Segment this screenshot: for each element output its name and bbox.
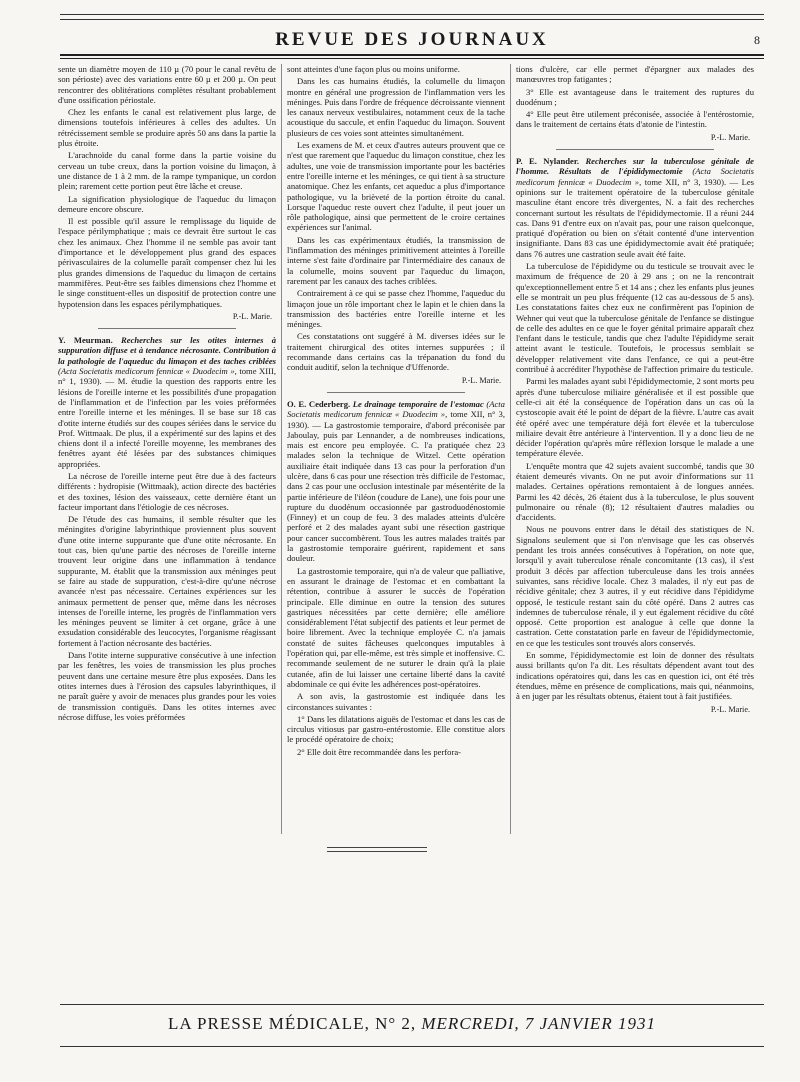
paragraph: 3° Elle est avantageuse dans le traitement des ruptures du duodénum ; [516, 86, 754, 107]
paragraph: Il est possible qu'il assure le remplissage du liquide de l'espace périlymphatique ; mais ce devrait être surtout le cas chez les animaux. Chez l'homme il ne semble pas avoir tant d'importance et le développement plus grand des espaces périvasculaires de la columelle paraît compenser chez lui les plus grandes dimensions de l'aqueduc du limaçon de certains mammifères. Peut-être ses faibles dimensions chez l'homme et le singe constituent-elles un dispositif de protection contre une hypotension dans les espaces périlymphatiques. [58, 216, 276, 309]
article-heading-cederberg [287, 399, 505, 564]
column-2 [287, 64, 505, 834]
article-title: Recherches sur les otites internes à suppuration diffuse et à tendance nécrosante. Contribution à la pathologie de l'aqueduc du limaçon et des taches criblées [58, 335, 276, 366]
header-top-rule [60, 14, 764, 15]
paragraph: La nécrose de l'oreille interne peut être due à des facteurs différents : hydropisie (Wittmaak), action directe des bactéries et des toxines, lésion des vaisseaux, cette dernière étant un facteur important dans l'étiologie de ces nécroses. [58, 470, 276, 512]
paragraph: Dans les cas expérimentaux étudiés, la transmission de l'inflammation des méninges primitivement atteintes à l'oreille interne s'est faite d'ordinaire par l'intermédiaire des canaux de la columelle, moins souvent par l'aqueduc du limaçon, rarement par les canaux des taches criblées. [287, 234, 505, 286]
paragraph: Dans les cas humains étudiés, la columelle du limaçon montre en général une progression de l'inflammation vers les méninges. Puis dans l'ordre de fréquence décroissante viennent les canaux nerveux vestibulaires, notamment ceux de la tache acoustique du saccule, et enfin l'aqueduc du limaçon. Souvent plusieurs de ces voies sont atteintes simultanément. [287, 76, 505, 138]
paragraph: Chez les enfants le canal est relativement plus large, de dimensions toutefois inférieures à celles des adultes. Un rétrécissement semble se produire après 50 ans dans la partie la plus étroite. [58, 107, 276, 149]
article-reference: , tome XII, n° 3, 1930). — La gastrostomie temporaire, d'abord préconisée par Jaboulay, puis par Lennander, a de nombreuses indications, mais est encore peu employée. C. l'a pratiquée chez 23 malades selon la technique de Witzel. Cette opération auxiliaire était indiquée dans 13 cas pour la perforation d'un ulcère, dans 6 cas pour une résection très difficile de l'estomac, dans 2 cas pour une occlusion intestinale par mésentérite de la partie inférieure de l'iléon (coudure de Lane), une fois pour une rupture du duodénum occasionnée par gastroduodénostomie (Finney) et un coup de feu. 3 des malades atteints d'ulcère perforé et 2 des malades ayant subi une résection gastrique pour cancer succombèrent. Tous les autres malades traités par la gastrostomie temporaire guérirent, rapidement et sans douleur. [287, 409, 505, 564]
paragraph: La tuberculose de l'épididyme ou du testicule se trouvait avec le maximum de fréquence de 20 à 29 ans ; on ne la rencontrait qu'exceptionnellement entre 5 et 14 ans ; chez les enfants plus jeunes elle se montrait un peu plus fréquente (12 cas au-dessous de 5 ans). Les constatations faites chez eux ne confirmèrent pas l'opinion de Wehner qui veut que la tuberculose génitale de l'enfance se distingue de celle des adultes en ce que le foyer génital primaire apparaît chez l'enfant dans le testicule, tandis que chez l'adulte l'épididyme serait atteint avant le testicule. Toutefois, le processus semblait se développer relativement vite dans l'enfance, ce qui a peut-être contribué à accréditer l'hypothèse de l'affection primaire du testicule. [516, 261, 754, 375]
paragraph: Les examens de M. et ceux d'autres auteurs prouvent que ce n'est que rarement que l'aqueduc du limaçon constitue, chez les adultes, une voie de transmission importante pour les bactéries entre l'oreille interne et les méninges, ce qui tient à sa structure anatomique. Chez les enfants, cet aqueduc a plus d'importance pathologique, vu la brièveté de la portion étroite du canal. Lorsque l'aqueduc reste ouvert chez l'adulte, il peut jouer un rôle pathologique, ainsi que permettent de le croire certaines expériences sur l'animal. [287, 140, 505, 233]
paragraph: Nous ne pouvons entrer dans le détail des statistiques de N. Signalons seulement que si l'on n'envisage que les cas observés pendant les trois années consécutives à l'opération, on note que, lorsqu'il y avait tuberculose rénale concomitante (13 cas), il s'est produit 3 décès par affection tuberculeuse dans les trois années suivantes, sans récidive locale. Chez 3 malades, il n'y eut pas de récidive génitale; chez 3 autres, il y eut récidive dans l'épididyme opposé, le testicule restant sain du côté opéré. Dans 2 autres cas indemnes de tuberculose rénale, il y eut également récidive du côté opposé. Cette proportion est analogue à celle que donne la castration. Cette constatation parle en faveur de l'épididymectomie, en ce que les testicules sont trouvés alors conservés. [516, 524, 754, 648]
paragraph: 4° Elle peut être utilement préconisée, associée à l'entérostomie, dans le traitement de certains états d'atonie de l'intestin. [516, 109, 754, 130]
article-heading-nylander [516, 156, 754, 259]
paragraph: 2° Elle doit être recommandée dans les perfora- [297, 746, 462, 757]
article-separator [556, 149, 714, 150]
article-title: Recherches sur la tuberculose génitale de l'homme. Résultats de l'épididymectomie [516, 156, 754, 177]
footer-publication: LA PRESSE MÉDICALE, N° 2, [168, 1014, 417, 1033]
column-1 [58, 64, 276, 834]
closing-rule [327, 847, 427, 848]
header-bottom-rule-2 [60, 58, 764, 59]
paragraph: Dans l'otite interne suppurative consécutive à une infection par les fenêtres, les voies de transmission les plus proches peuvent dans une certaine mesure être plus exposées. Dans les otites internes dues à l'érosion des capsules labyrinthiques, il ne paraît guère y avoir de menaces plus grandes pour les voies de transmission contiguës. Dans les otites internes avec nécrose diffuse, les voies préformées [58, 650, 276, 722]
footer-top-rule [60, 1004, 764, 1005]
paragraph: En somme, l'épididymectomie est loin de donner des résultats aussi brillants qu'on l'a dit. Les résultats dépendent avant tout des indications opératoires qui, dans les cas en question ici, ont été très étendues, même en présence de complications, mais qui, néanmoins, à en juger par les résultats obtenus, étaient tout à fait justifiées. [516, 650, 754, 702]
signature: P.-L. Marie. [461, 375, 501, 385]
article-author: P. E. Nylander. [516, 156, 580, 167]
closing-rule-2 [327, 851, 427, 852]
paragraph: sente un diamètre moyen de 110 µ (70 pour le canal revêtu de son périoste) avec des variations entre 60 µ et 200 µ. On peut rencontrer des oblitérations complètes résultant probablement d'une ossification périostale. [58, 64, 276, 105]
article-heading-meurman [58, 335, 276, 469]
header-bottom-rule [60, 54, 764, 56]
signature: P.-L. Marie. [710, 132, 750, 142]
signature: P.-L. Marie. [232, 311, 272, 321]
article-source: (Acta Societatis medicorum fennicæ « Duodecim » [58, 366, 235, 377]
article-separator [327, 392, 465, 393]
paragraph: La signification physiologique de l'aqueduc du limaçon demeure encore obscure. [58, 193, 276, 214]
article-reference: , tome XII, n° 3, 1930). — Les opinions sur le traitement opératoire de la tuberculose génitale masculine étant encore très divergentes, N. a fait des recherches concernant surtout les résultats de l'épididymectomie. Il a réuni 244 cas. Dans 91 d'entre eux on n'avait pas, pour une raison quelconque, pratiqué d'opération ou bien on s'était contenté d'une intervention insignifiante. Dans 83 cas une épididymectomie avait été pratiquée; dans 76 autres une castration seule avait été faite. [516, 176, 754, 259]
paragraph: sont atteintes d'une façon plus ou moins uniforme. [287, 64, 460, 74]
column-divider-2 [510, 64, 511, 834]
paragraph: Contrairement à ce qui se passe chez l'homme, l'aqueduc du limaçon joue un rôle important chez le lapin et le chien dans la transmission des bactéries entre l'oreille interne et les méninges. [287, 288, 505, 330]
paragraph: Parmi les malades ayant subi l'épididymectomie, 2 sont morts peu après d'une tuberculose miliaire généralisée et il est possible que celle-ci ait été la conséquence de l'opération dans un cas où la cystoscopie avait été le point de départ de la fièvre. L'autre cas avait été opéré avec une température déjà fort élevée et la tuberculose miliaire devait être antérieure à l'intervention. Il y a donc lieu de ne décider l'opération qu'après mûre réflexion lorsque le malade a une température élevée. [516, 376, 754, 459]
article-reference: , tome XIII, n° 1, 1930). — M. étudie la question des rapports entre les lésions de l'oreille interne et les possibilités d'une propagation de l'inflammation et de l'infection par les voies préformées entre l'oreille interne et les méninges. Il se base sur 18 cas d'otite interne étudiés sur des coupes sériées dans le service du Prof. Wittmaak. De plus, il a expérimenté sur des lapins et des chiens dont il a infecté l'oreille moyenne, les membranes des fenêtres ayant été lésées par des substances chimiques appropriées. [58, 366, 276, 469]
paragraph: 1° Dans les dilatations aiguës de l'estomac et dans les cas de circulus vitiosus par gastro-entérostomie. Elle constitue alors le procédé opératoire de choix; [287, 713, 505, 745]
paragraph: De l'étude des cas humains, il semble résulter que les méningites d'origine labyrinthique proviennent plus souvent d'une otite interne suppurante que d'une otite nécrosante. En tout cas, bien qu'une partie des nécroses de l'oreille interne trouvent leur origine dans une inflammation à tendance suppurante, M. établit que la transmission aux méninges peut se faire au stade de suppuration, c'est-à-dire qu'une nécrose avancée n'est pas nécessaire. Certaines expériences sur les animaux permettent de penser que, même dans les nécroses intenses de l'oreille interne, les progrès de l'inflammation vers les méninges peuvent se limiter à cet organe, grâce à une exsudation considérable des leucocytes, l'organisme réagissant fortement à l'action nécrosante des bactéries. [58, 514, 276, 648]
article-author: O. E. Cederberg. [287, 398, 351, 409]
header-top-rule-2 [60, 19, 764, 20]
article-source: (Acta Societatis medicorum fennicæ « Duodecim » [287, 398, 505, 420]
paragraph: Ces constatations ont suggéré à M. diverses idées sur le traitement chirurgical des otites internes suppurées ; il recommande dans certains cas la trépanation du fond du conduit auditif, selon la technique d'Uffenorde. [287, 331, 505, 373]
paragraph: L'enquête montra que 42 sujets avaient succombé, tandis que 30 étaient demeurés vivants. On ne put avoir d'informations sur 11 malades. Certaines opérations remontaient à de longues années. Parmi les 42 décès, 26 étaient dus à la tuberculose, le plus souvent pulmonaire ou rénale (8); 12 résultaient d'autres maladies ou d'accidents. [516, 460, 754, 523]
footer-bottom-rule [60, 1046, 764, 1047]
paragraph: La gastrostomie temporaire, qui n'a de valeur que palliative, en assurant le drainage de l'estomac et en combattant la rétention, contribue à assurer le succès de l'opération principale. Elle diminue en outre la tension des sutures gastriques nécessitées par cette dernière; elle améliore considérablement l'état subjectif des patients et leur permet de boire librement. Avec la technique employée C. n'a jamais constaté de suites fâcheuses quelconques imputables à l'opération qui, par elle-même, est très simple et inoffensive. C. recommande seulement de ne suturer le drain qu'à la plaie cutanée, afin de lui laisser une certaine liberté dans la cavité abdominale ce qui évite les adhérences post-opératoires. [287, 565, 505, 689]
footer [60, 1014, 764, 1034]
article-author: Y. Meurman. [58, 335, 113, 346]
article-separator [98, 328, 236, 329]
page-number: 8 [754, 33, 760, 47]
paragraph: tions d'ulcère, car elle permet d'épargner aux malades des manœuvres trop fatigantes ; [516, 64, 754, 85]
journal-title: REVUE DES JOURNAUX [275, 29, 549, 50]
article-source: (Acta Societatis medicorum fennicæ « Duodecim » [516, 166, 754, 187]
column-divider-1 [281, 64, 282, 834]
paragraph: L'arachnoïde du canal forme dans la partie voisine du cerveau un tube creux, dans la portion voisine du limaçon, à une distance de 1 à 2 mm. de la rampe tympanique, un cordon plein; rarement cette portion peut être lâche et creuse. [58, 150, 276, 192]
article-title: Le drainage temporaire de l'estomac [352, 398, 484, 409]
paragraph: A son avis, la gastrostomie est indiquée dans les circonstances suivantes : [287, 691, 505, 712]
footer-date: MERCREDI, 7 JANVIER 1931 [421, 1014, 656, 1033]
column-3 [516, 64, 754, 834]
signature: P.-L. Marie. [710, 704, 750, 714]
